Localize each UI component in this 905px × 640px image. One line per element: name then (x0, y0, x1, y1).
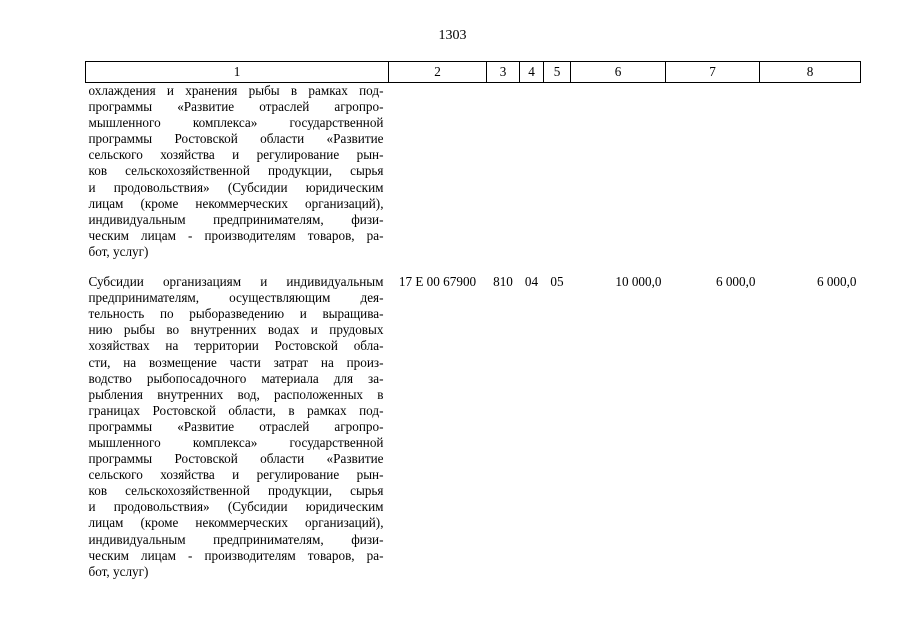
budget-table (85, 61, 861, 580)
amount-col8: 6 000,0 (816, 274, 857, 290)
description-line: программы «Развитие отраслей агропро- (88, 99, 384, 115)
page-number: 1303 (438, 28, 467, 43)
description-line: охлаждения и хранения рыбы в рамках под- (88, 83, 384, 98)
table-row (86, 83, 861, 261)
column-header-7: 7 (666, 62, 760, 83)
description-line: границах Ростовской области, в рамках под- (88, 402, 384, 418)
column-header-4: 4 (520, 62, 544, 83)
column-header-2: 2 (389, 62, 487, 83)
table-header-row (86, 62, 861, 83)
description-line: сти, на возмещение части затрат на произ- (88, 354, 384, 370)
description-line: рыбления внутренних вод, расположенных в (88, 386, 384, 402)
column-header-6: 6 (571, 62, 666, 83)
budget-code: 17 Е 00 67900 (398, 274, 477, 290)
description-line: и продовольствия» (Субсидии юридическим (88, 499, 384, 515)
description-line: и продовольствия» (Субсидии юридическим (88, 179, 384, 195)
amount-col8 (760, 83, 861, 261)
description-line: ческим лицам - производителям товаров, ра- (88, 547, 384, 563)
description-line: Субсидии организациям и индивидуальным (88, 274, 384, 290)
row-description (86, 83, 389, 261)
description-line: ков сельскохозяйственной продукции, сырья (88, 483, 384, 499)
description-line: лицам (кроме некоммерческих организаций), (88, 195, 384, 211)
expense-type: 810 (493, 274, 513, 290)
budget-code (389, 83, 487, 261)
description-line: программы «Развитие отраслей агропро- (88, 418, 384, 434)
table-row (86, 260, 861, 580)
column-header-3: 3 (487, 62, 520, 83)
section: 04 (524, 274, 539, 290)
section (520, 83, 544, 261)
column-header-8: 8 (760, 62, 861, 83)
description-line: мышленного комплекса» государственной (88, 434, 384, 450)
amount-col7: 6 000,0 (715, 274, 756, 290)
description-line: индивидуальным предпринимателям, физи- (88, 531, 384, 547)
column-header-1: 1 (86, 62, 389, 83)
description-line: программы Ростовской области «Развитие (88, 131, 384, 147)
amount-col6: 10 000,0 (615, 274, 662, 290)
description-line: сельского хозяйства и регулирование рын- (88, 467, 384, 483)
description-line: ков сельскохозяйственной продукции, сырья (88, 163, 384, 179)
amount-col6 (571, 83, 666, 261)
description-line: бот, услуг) (88, 243, 149, 259)
description-line: нию рыбы во внутренних водах и прудовых (88, 322, 384, 338)
description-line: сельского хозяйства и регулирование рын- (88, 147, 384, 163)
description-line: водство рыбопосадочного материала для за- (88, 370, 384, 386)
description-line: хозяйствах на территории Ростовской обла- (88, 338, 384, 354)
subsection: 05 (550, 274, 564, 290)
row-description (86, 260, 389, 580)
subsection (544, 83, 571, 261)
amount-col7 (666, 83, 760, 261)
description-line: индивидуальным предпринимателям, физи- (88, 211, 384, 227)
expense-type (487, 83, 520, 261)
description-line: предпринимателям, осуществляющим дея- (88, 290, 384, 306)
description-line: бот, услуг) (88, 563, 149, 579)
description-line: мышленного комплекса» государственной (88, 115, 384, 131)
column-header-5: 5 (544, 62, 571, 83)
description-line: лицам (кроме некоммерческих организаций), (88, 515, 384, 531)
description-line: программы Ростовской области «Развитие (88, 451, 384, 467)
description-line: тельность по рыборазведению и выращива- (88, 306, 384, 322)
description-line: ческим лицам - производителям товаров, ра- (88, 227, 384, 243)
